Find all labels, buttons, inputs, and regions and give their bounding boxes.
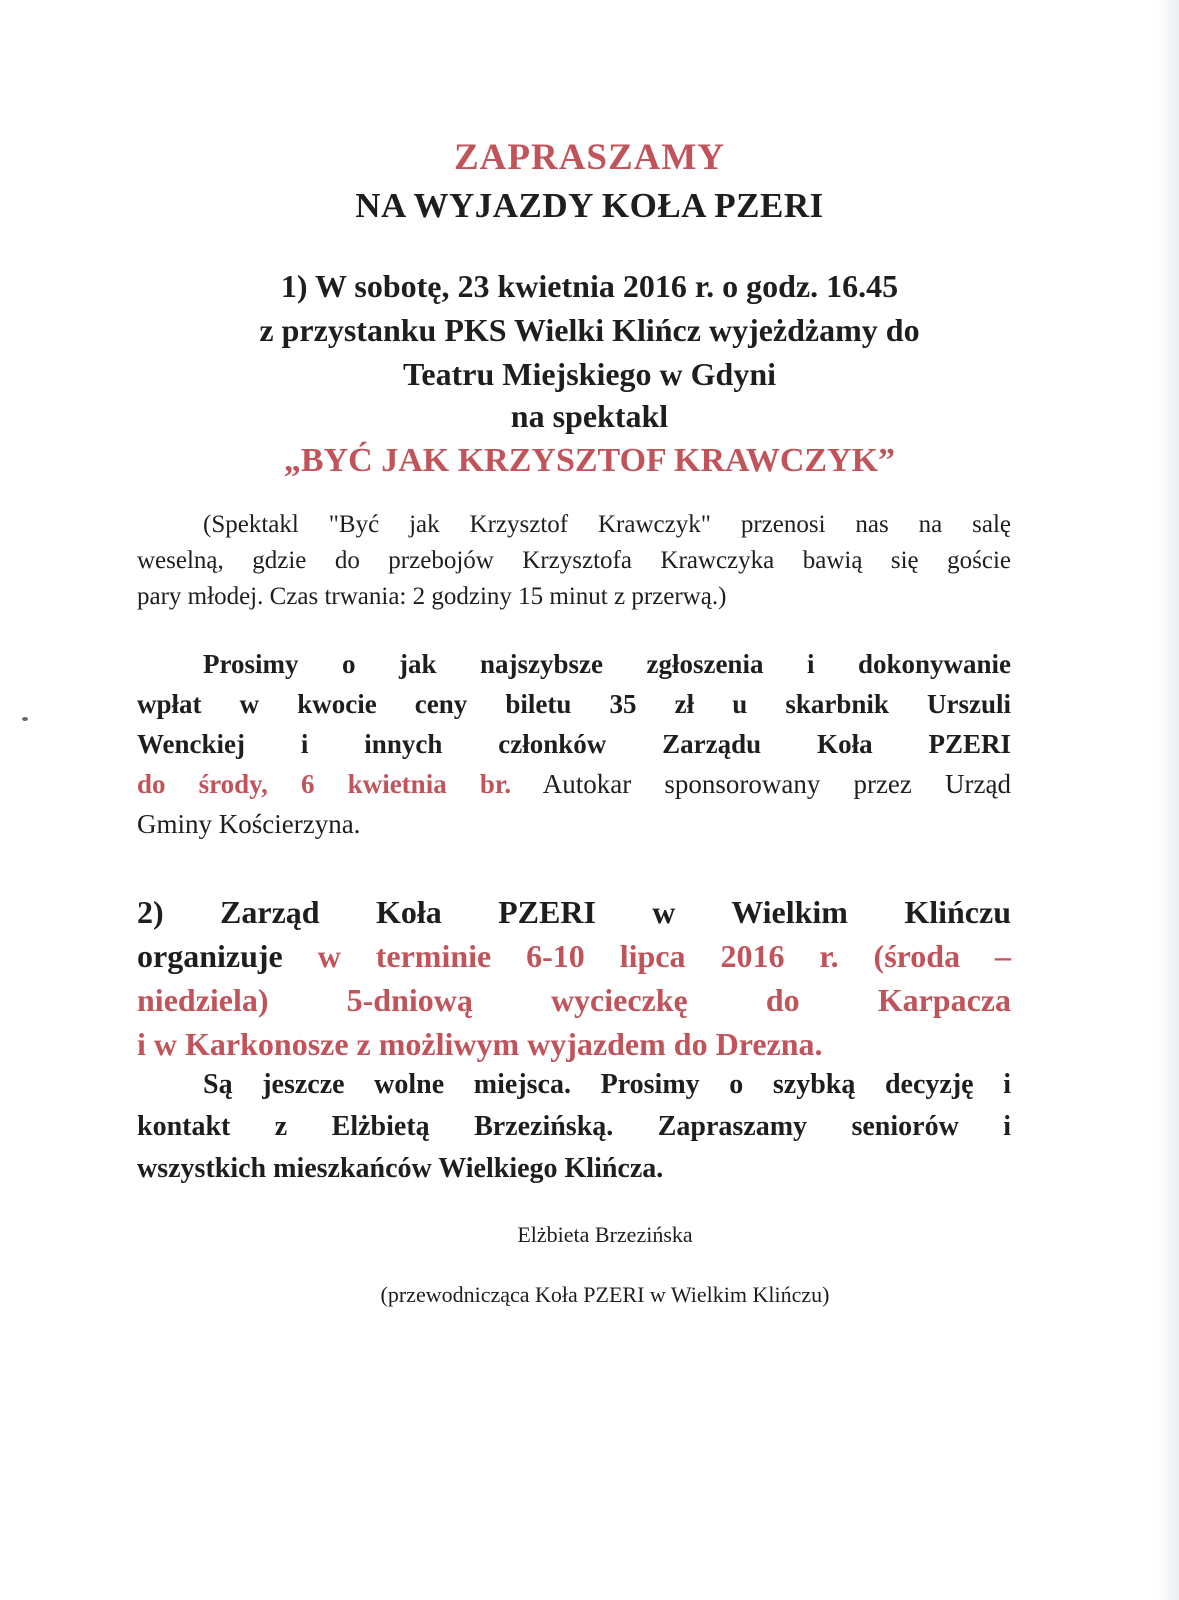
event2-line: 2) Zarząd Koła PZERI w Wielkim Klińczu — [137, 894, 1011, 930]
request-line: wpłat w kwocie ceny biletu 35 zł u skarbnik Urszuli — [137, 689, 1011, 719]
event2-detail-line: Są jeszcze wolne miejsca. Prosimy o szybką decyzję i — [203, 1069, 1011, 1100]
page-title: ZAPRASZAMY — [453, 137, 726, 178]
description-line: (Spektakl "Być jak Krzysztof Krawczyk" przenosi nas na salę — [203, 511, 1011, 538]
request-line: Prosimy o jak najszybsze zgłoszenia i dokonywanie — [203, 649, 1011, 679]
event2-details — [137, 1064, 1011, 1190]
deadline-text: do środy, 6 kwietnia br. — [137, 769, 512, 799]
event2-organizer-text: organizuje — [137, 938, 283, 974]
request-line: Wenckiej i innych członków Zarządu Koła PZERI — [137, 729, 1011, 759]
event1-line: z przystanku PKS Wielki Klińcz wyjeżdżamy do — [259, 312, 920, 348]
event2-detail-line: kontakt z Elżbietą Brzezińską. Zapraszamy seniorów i — [137, 1111, 1011, 1142]
page-subtitle: NA WYJAZDY KOŁA PZERI — [355, 186, 824, 225]
signature-role: (przewodnicząca Koła PZERI w Wielkim Klińczu) — [380, 1282, 830, 1307]
description-line: weselną, gdzie do przebojów Krzysztofa Krawczyka bawią się goście — [137, 547, 1011, 574]
event2-line: i w Karkonosze z możliwym wyjazdem do Drezna. — [137, 1026, 823, 1062]
event2-line: niedziela) 5-dniową wycieczkę do Karpacza — [137, 982, 1011, 1018]
description-line: pary młodej. Czas trwania: 2 godziny 15 minut z przerwą.) — [137, 583, 727, 610]
sponsor-text-continued: Gminy Kościerzyna. — [137, 809, 361, 839]
event1-request — [137, 644, 1011, 844]
event2-date-text: w terminie 6-10 lipca 2016 r. (środa – — [317, 938, 1012, 974]
event1-line: na spektakl — [510, 398, 669, 434]
event2-announcement — [137, 890, 1011, 1066]
event1-show-title: „BYĆ JAK KRZYSZTOF KRAWCZYK” — [283, 442, 896, 479]
scan-edge-shadow — [1157, 0, 1179, 1600]
sponsor-text: Autokar sponsorowany przez Urząd — [542, 769, 1011, 799]
event1-description — [137, 507, 1011, 615]
event2-line — [137, 934, 1011, 978]
event1-line: 1) W sobotę, 23 kwietnia 2016 r. o godz. 16.45 — [280, 268, 899, 304]
event1-line: Teatru Miejskiego w Gdyni — [402, 356, 777, 392]
event2-detail-line: wszystkich mieszkańców Wielkiego Klińcza. — [137, 1153, 664, 1184]
signature-name: Elżbieta Brzezińska — [517, 1222, 693, 1247]
request-line-deadline — [137, 764, 1011, 804]
scan-speck — [22, 717, 28, 721]
